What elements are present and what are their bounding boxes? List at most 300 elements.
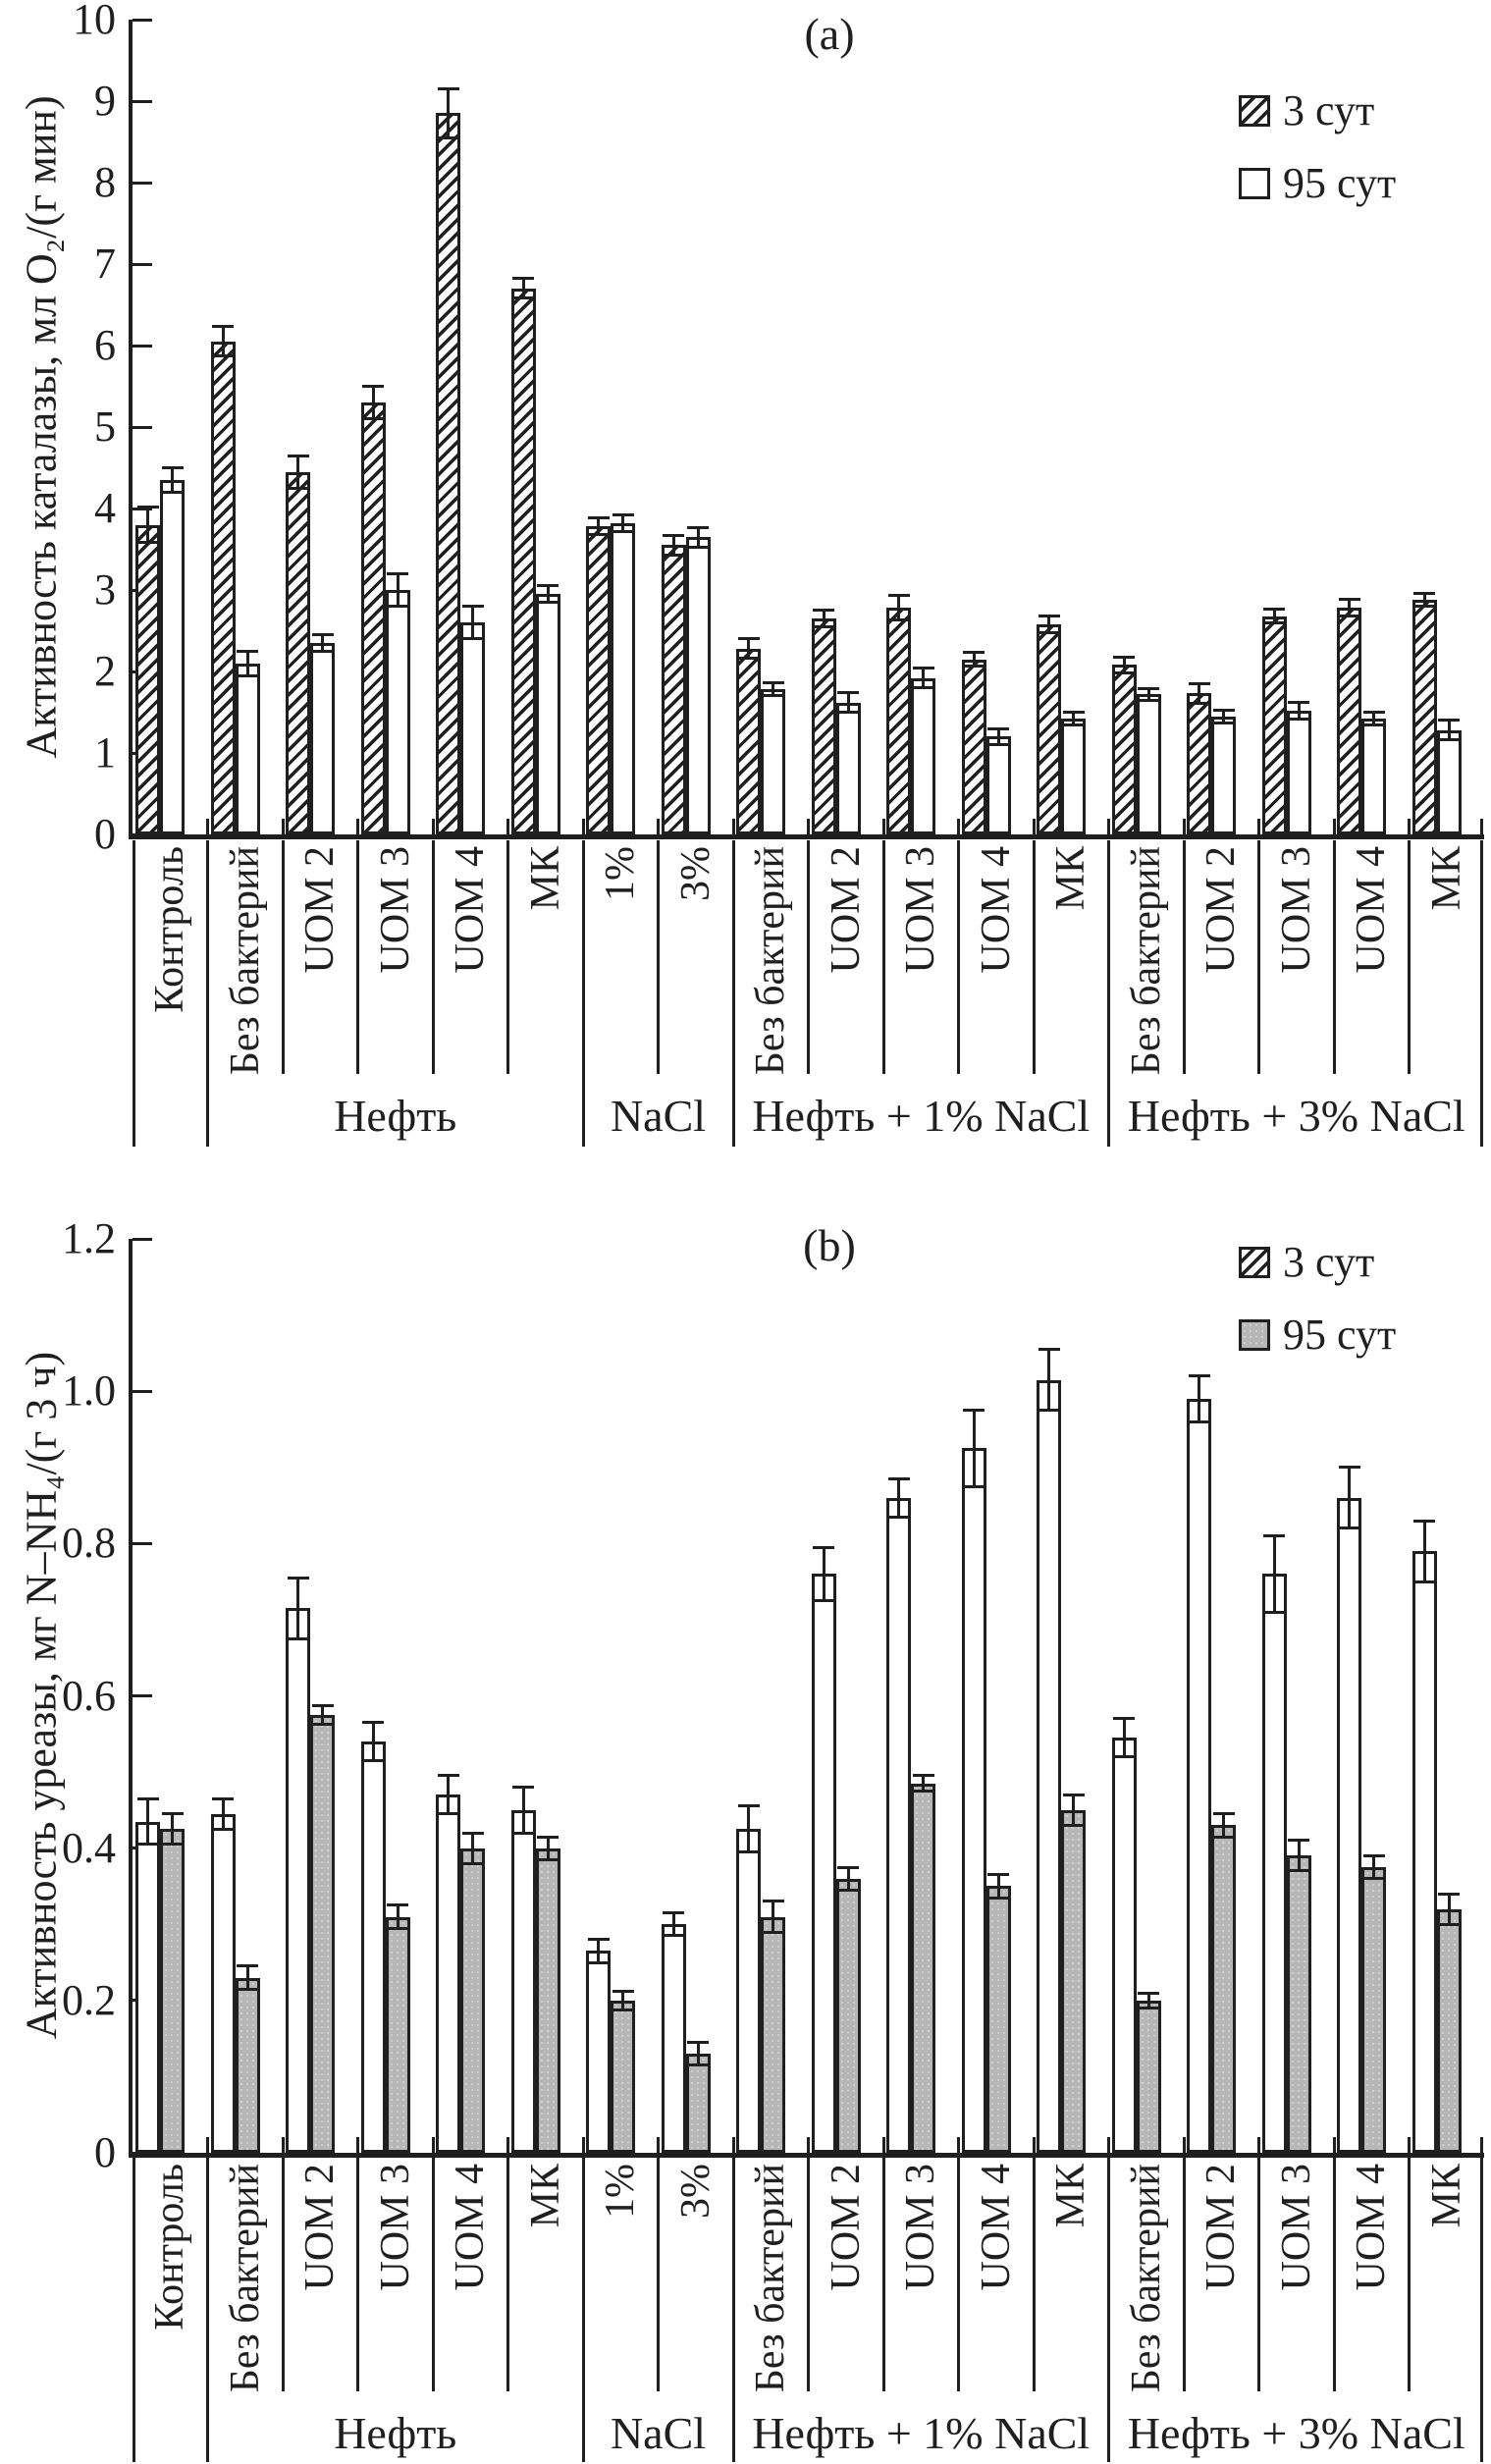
category-label	[283, 2158, 358, 2403]
x-tick	[1408, 819, 1411, 834]
bar	[1337, 1498, 1361, 2153]
x-tick	[356, 2137, 359, 2153]
category-label	[508, 2158, 584, 2403]
error-bar-cap	[913, 1790, 934, 1793]
category-label	[1184, 840, 1259, 1086]
bar	[160, 480, 185, 834]
error-bar-cap	[1213, 1836, 1235, 1839]
error-bar	[823, 611, 825, 627]
category-label	[883, 2158, 959, 2403]
category-label	[733, 2158, 809, 2403]
category-label-text: 1%	[598, 2164, 644, 2219]
bar	[886, 1498, 911, 2153]
bar	[460, 622, 485, 834]
error-bar-cap	[1363, 723, 1385, 726]
bar	[386, 590, 410, 834]
y-tick-label: 9	[94, 77, 116, 125]
bar	[460, 1848, 485, 2153]
bar	[986, 1886, 1011, 2153]
error-bar	[1348, 1468, 1351, 1528]
error-bar	[1047, 616, 1050, 633]
y-tick-label: 10	[73, 0, 116, 43]
error-bar-cap	[312, 1704, 334, 1707]
y-tick	[133, 1694, 152, 1697]
category-label-text: Без бактерий	[1123, 2164, 1169, 2393]
error-bar	[447, 1776, 450, 1814]
error-bar	[1198, 683, 1200, 703]
bar	[135, 1822, 160, 2153]
error-bar	[1222, 1814, 1225, 1837]
category-label-text: UOM 2	[1198, 846, 1245, 974]
group-label: NaCl	[610, 1091, 707, 1141]
error-bar-cap	[1339, 615, 1360, 617]
x-tick	[732, 2137, 735, 2153]
error-bar	[973, 1411, 976, 1487]
x-tick	[1257, 2137, 1260, 2153]
error-bar	[897, 1478, 900, 1517]
x-tick	[582, 2137, 585, 2153]
error-bar-cap	[1038, 1409, 1060, 1412]
x-tick	[206, 2137, 209, 2153]
category-label	[1334, 840, 1410, 1086]
error-bar-cap	[1213, 709, 1235, 712]
error-bar	[1198, 1376, 1200, 1422]
bar	[611, 2001, 635, 2153]
x-tick	[206, 819, 209, 834]
error-bar	[296, 1578, 299, 1638]
error-bar	[597, 1940, 600, 1962]
bar	[1061, 719, 1086, 834]
category-label-text: UOM 2	[1198, 2164, 1245, 2291]
x-tick	[282, 2137, 285, 2153]
error-bar	[747, 1806, 750, 1852]
error-bar	[897, 596, 900, 620]
x-tick	[1333, 2137, 1336, 2153]
bar	[812, 618, 836, 834]
error-bar	[547, 1837, 550, 1859]
y-tick	[133, 345, 152, 348]
error-bar	[246, 651, 249, 675]
error-bar	[1448, 1894, 1451, 1924]
error-bar-cap	[162, 1843, 184, 1846]
error-bar	[621, 515, 624, 532]
bar	[586, 526, 611, 834]
category-label	[883, 840, 959, 1086]
legend-label-3sut: 3 сут	[1283, 86, 1375, 134]
bar	[1187, 693, 1211, 834]
error-bar-cap	[588, 1961, 610, 1964]
error-bar	[372, 1723, 375, 1761]
error-bar-cap	[1213, 1812, 1235, 1815]
category-label-text: МК	[1048, 846, 1094, 911]
bar	[1137, 694, 1161, 834]
bar	[361, 402, 386, 834]
x-tick	[1480, 819, 1483, 834]
error-bar-cap	[1038, 615, 1060, 617]
legend-swatch-3sut	[1239, 1247, 1270, 1278]
error-bar-cap	[1288, 1839, 1309, 1842]
error-bar-cap	[212, 1797, 234, 1800]
error-bar-cap	[512, 1832, 534, 1835]
legend-label-95sut: 95 сут	[1283, 1311, 1397, 1359]
bar	[310, 643, 335, 834]
category-label-text: Контроль	[147, 846, 193, 1013]
error-bar	[296, 455, 299, 488]
error-bar-cap	[813, 1546, 834, 1549]
panel-b-plot-area	[129, 1239, 1484, 2158]
bar	[662, 545, 686, 834]
error-bar-cap	[1189, 1374, 1210, 1377]
category-label	[1410, 2158, 1485, 2403]
error-bar-cap	[1438, 738, 1460, 741]
x-tick	[1183, 2137, 1186, 2153]
y-tick-label: 0.8	[62, 1519, 116, 1568]
error-bar-cap	[438, 1774, 459, 1777]
category-label-text: Без бактерий	[748, 846, 794, 1076]
error-bar-cap	[837, 691, 859, 694]
error-bar-cap	[813, 1599, 834, 1602]
category-label	[1259, 840, 1335, 1086]
error-bar-cap	[288, 1637, 309, 1640]
x-tick	[582, 819, 585, 834]
error-bar	[397, 573, 399, 606]
error-bar	[246, 1966, 249, 1989]
category-label	[809, 2158, 884, 2403]
error-bar	[471, 1833, 474, 1863]
category-label-text: Без бактерий	[222, 2164, 268, 2393]
category-label-text: UOM 3	[1273, 2164, 1319, 2291]
x-tick	[1107, 819, 1110, 834]
panel-b-y-axis-title: Активность уреазы, мг N–NH₄/(г 3 ч)	[17, 1351, 66, 2040]
error-bar-cap	[1363, 711, 1385, 714]
error-bar-cap	[1413, 592, 1435, 595]
error-bar	[823, 1547, 825, 1600]
error-bar	[1123, 657, 1126, 673]
error-bar-cap	[763, 694, 784, 697]
error-bar-cap	[438, 1812, 459, 1815]
legend-item-95sut	[1239, 159, 1397, 207]
group-label: Нефть	[334, 1091, 457, 1141]
bar	[1361, 719, 1386, 834]
error-bar	[1448, 721, 1451, 740]
y-tick-label: 0.2	[62, 1975, 116, 2024]
y-tick-label: 1.2	[62, 1214, 116, 1262]
error-bar-cap	[537, 601, 559, 604]
bar	[361, 1741, 386, 2153]
bar	[1262, 1574, 1287, 2153]
x-tick	[506, 819, 509, 834]
panel-b-x-axis-labels	[133, 2158, 1484, 2464]
error-bar-cap	[763, 1931, 784, 1934]
category-label	[1184, 2158, 1259, 2403]
bar	[511, 1810, 536, 2153]
bar	[1211, 717, 1236, 834]
bar	[986, 736, 1011, 834]
error-bar-cap	[813, 609, 834, 612]
error-bar-cap	[1438, 1893, 1460, 1896]
error-bar-cap	[537, 1858, 559, 1861]
error-bar-cap	[212, 1828, 234, 1831]
error-bar-cap	[137, 1797, 159, 1800]
x-tick	[506, 2137, 509, 2153]
error-bar	[547, 586, 550, 603]
y-tick	[133, 263, 152, 266]
error-bar	[847, 693, 850, 713]
error-bar-cap	[663, 534, 684, 537]
bar	[211, 1814, 236, 2153]
error-bar-cap	[1263, 1534, 1285, 1537]
error-bar	[471, 607, 474, 639]
y-tick	[133, 426, 152, 429]
bar	[1437, 730, 1462, 834]
error-bar-cap	[462, 1832, 484, 1835]
error-bar-cap	[1438, 1923, 1460, 1926]
error-bar-cap	[1339, 1527, 1360, 1529]
error-bar-cap	[888, 1516, 910, 1519]
y-tick-label: 1	[94, 728, 116, 777]
legend-swatch-3sut	[1239, 95, 1270, 127]
group-label: Нефть + 1% NaCl	[752, 1091, 1091, 1141]
error-bar	[372, 387, 375, 419]
y-tick	[133, 19, 152, 22]
error-bar-cap	[913, 686, 934, 689]
error-bar-cap	[137, 506, 159, 509]
error-bar	[171, 468, 174, 493]
group-label: Нефть + 3% NaCl	[1127, 1091, 1465, 1141]
error-bar-cap	[312, 650, 334, 653]
error-bar	[1298, 1841, 1301, 1871]
category-label	[659, 840, 734, 1086]
category-label	[208, 840, 284, 1086]
error-bar	[847, 1867, 850, 1890]
error-bar-cap	[237, 1964, 258, 1967]
error-bar-cap	[1113, 656, 1135, 659]
error-bar-cap	[1339, 1466, 1360, 1469]
error-bar-cap	[362, 1759, 384, 1762]
error-bar	[1047, 1349, 1050, 1410]
error-bar-cap	[1288, 701, 1309, 704]
error-bar-cap	[1038, 631, 1060, 634]
error-bar-cap	[438, 87, 459, 90]
error-bar-cap	[1189, 702, 1210, 705]
category-label	[133, 2158, 208, 2403]
error-bar-cap	[387, 605, 408, 608]
error-bar-cap	[1189, 682, 1210, 685]
y-tick	[133, 182, 152, 185]
x-tick	[1183, 819, 1186, 834]
error-bar-cap	[1138, 687, 1159, 690]
x-tick	[732, 819, 735, 834]
category-label	[358, 840, 434, 1086]
error-bar-cap	[612, 2009, 634, 2011]
error-bar-cap	[588, 516, 610, 519]
error-bar	[1298, 703, 1301, 720]
bar	[586, 1951, 611, 2153]
y-tick-label: 6	[94, 321, 116, 369]
category-label	[1410, 840, 1485, 1086]
error-bar	[672, 1913, 675, 1936]
error-bar-cap	[237, 650, 258, 653]
error-bar	[522, 279, 525, 298]
error-bar-cap	[1113, 1755, 1135, 1758]
error-bar-cap	[837, 1889, 859, 1892]
error-bar-cap	[162, 491, 184, 494]
error-bar-cap	[1438, 719, 1460, 722]
error-bar-cap	[312, 633, 334, 636]
error-bar-cap	[687, 526, 709, 529]
y-tick	[133, 100, 152, 103]
error-bar-cap	[1038, 1348, 1060, 1351]
y-tick-label: 8	[94, 158, 116, 206]
category-label	[659, 2158, 734, 2403]
error-bar-cap	[738, 1804, 760, 1807]
category-label-text: UOM 4	[1349, 846, 1395, 974]
category-label	[583, 2158, 659, 2403]
category-label-text: UOM 3	[372, 846, 418, 974]
bar	[1437, 1909, 1462, 2153]
error-bar	[621, 1992, 624, 2010]
bar	[1037, 1380, 1061, 2153]
error-bar-cap	[1263, 621, 1285, 624]
error-bar	[397, 1905, 399, 1928]
bar	[211, 342, 236, 834]
error-bar-cap	[738, 657, 760, 660]
y-tick-label: 0.6	[62, 1671, 116, 1720]
bar	[536, 594, 560, 834]
error-bar-cap	[212, 354, 234, 357]
category-label	[433, 2158, 508, 2403]
category-label	[1109, 2158, 1185, 2403]
error-bar-cap	[1413, 605, 1435, 608]
error-bar-cap	[1363, 1877, 1385, 1880]
panel-a-plot-area	[129, 20, 1484, 839]
error-bar-cap	[288, 1577, 309, 1580]
category-label-text: МК	[522, 846, 568, 911]
bar	[886, 608, 911, 834]
error-bar	[171, 1814, 174, 1845]
error-bar-cap	[212, 325, 234, 328]
error-bar-cap	[537, 1836, 559, 1839]
error-bar	[1348, 600, 1351, 616]
error-bar-cap	[438, 136, 459, 139]
bar	[686, 537, 711, 834]
error-bar-cap	[1263, 608, 1285, 611]
category-label-text: UOM 4	[448, 2164, 494, 2291]
x-tick	[1408, 2137, 1411, 2153]
error-bar	[146, 1798, 149, 1845]
y-tick-label: 3	[94, 565, 116, 614]
panel-a-label: (a)	[804, 9, 855, 59]
error-bar-cap	[1413, 1580, 1435, 1583]
category-label	[1034, 2158, 1109, 2403]
error-bar	[447, 89, 450, 138]
category-label	[433, 840, 508, 1086]
category-label-text: UOM 2	[297, 846, 344, 974]
error-bar-cap	[1063, 1794, 1085, 1796]
error-bar	[321, 635, 324, 652]
error-bar-cap	[137, 541, 159, 544]
bar	[611, 523, 635, 834]
error-bar-cap	[888, 1477, 910, 1480]
error-bar-cap	[162, 466, 184, 469]
error-bar	[672, 535, 675, 555]
error-bar-cap	[612, 1990, 634, 1993]
category-label-text: Контроль	[147, 2164, 193, 2330]
panel-b-label: (b)	[803, 1220, 856, 1270]
x-tick	[282, 819, 285, 834]
bar	[1112, 1738, 1137, 2153]
y-tick	[133, 1542, 152, 1545]
category-label-text: UOM 3	[372, 2164, 418, 2291]
error-bar	[1123, 1719, 1126, 1757]
error-bar-cap	[512, 1786, 534, 1789]
bar	[662, 1924, 686, 2153]
error-bar-cap	[1413, 1520, 1435, 1523]
bar	[1337, 608, 1361, 834]
error-bar-cap	[687, 2063, 709, 2066]
error-bar	[522, 1788, 525, 1834]
error-bar	[1072, 1794, 1075, 1825]
error-bar-cap	[1138, 1992, 1159, 1995]
error-bar	[222, 1798, 225, 1829]
error-bar	[997, 728, 1000, 745]
category-label-text: Без бактерий	[222, 846, 268, 1076]
error-bar-cap	[237, 1988, 258, 1991]
error-bar-cap	[1213, 722, 1235, 724]
error-bar-cap	[612, 513, 634, 516]
bar	[1137, 2001, 1161, 2153]
category-label-text: UOM 2	[823, 846, 869, 974]
error-bar-cap	[237, 674, 258, 677]
error-bar-cap	[362, 417, 384, 420]
error-bar-cap	[612, 530, 634, 533]
category-label-text: UOM 2	[297, 2164, 344, 2291]
category-label	[809, 840, 884, 1086]
category-label-text: МК	[1423, 846, 1469, 911]
category-label-text: Без бактерий	[748, 2164, 794, 2393]
y-tick	[133, 1238, 152, 1241]
legend-item-95sut	[1239, 1311, 1397, 1359]
error-bar-cap	[913, 667, 934, 670]
error-bar-cap	[1363, 1854, 1385, 1857]
bar	[962, 1448, 986, 2153]
category-label-text: UOM 4	[973, 846, 1019, 974]
bar	[386, 1917, 410, 2154]
error-bar-cap	[888, 594, 910, 597]
bar	[236, 1978, 260, 2153]
error-bar	[772, 1902, 774, 1932]
x-tick	[807, 819, 810, 834]
error-bar-cap	[763, 1900, 784, 1902]
error-bar-cap	[1138, 2007, 1159, 2009]
category-label	[283, 840, 358, 1086]
error-bar-cap	[387, 1903, 408, 1906]
category-label	[508, 840, 584, 1086]
category-label	[959, 2158, 1035, 2403]
category-label	[583, 840, 659, 1086]
category-label-text: UOM 3	[898, 2164, 944, 2291]
error-bar-cap	[387, 572, 408, 575]
bar	[836, 703, 861, 834]
bar	[286, 472, 310, 834]
x-tick	[356, 819, 359, 834]
bar	[135, 525, 160, 834]
bar	[1287, 711, 1311, 834]
error-bar-cap	[837, 711, 859, 714]
error-bar	[222, 327, 225, 356]
legend-item-3sut	[1239, 1238, 1375, 1286]
category-label	[1334, 2158, 1410, 2403]
